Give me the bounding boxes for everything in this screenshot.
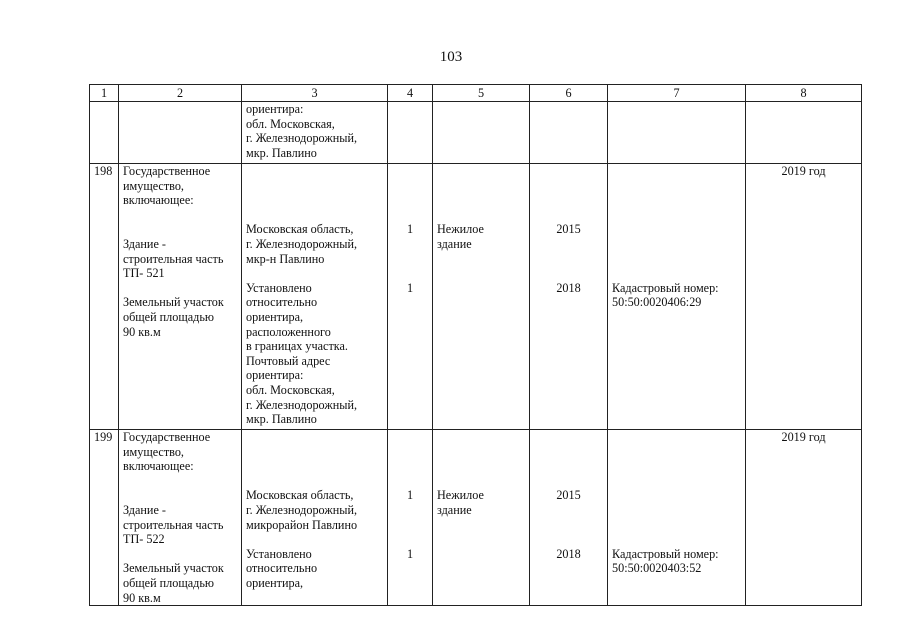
header-cell: 3 [242, 85, 388, 102]
type-cell: Нежилое здание [433, 430, 530, 606]
header-cell: 5 [433, 85, 530, 102]
header-cell: 4 [388, 85, 433, 102]
item-name-cell: Государственное имущество, включающее: Здание - строительная часть ТП- 521 Земельный участок общей площадью 90 кв.м [119, 164, 242, 430]
table-row [90, 164, 862, 430]
address-cell: Московская область, г. Железнодорожный, микрорайон Павлино Установлено относительно ориентира, [242, 430, 388, 606]
item-name-cell: Государственное имущество, включающее: Здание - строительная часть ТП- 522 Земельный участок общей площадью 90 кв.м [119, 430, 242, 606]
year-cell: 2015 2018 [530, 430, 608, 606]
type-cell: Нежилое здание [433, 164, 530, 430]
quantity-cell: 1 1 [388, 430, 433, 606]
year-total-cell: 2019 год [746, 430, 862, 606]
header-cell: 8 [746, 85, 862, 102]
page-number: 103 [439, 49, 463, 65]
table-row [90, 430, 862, 606]
header-row [90, 85, 862, 102]
cadastral-cell: Кадастровый номер: 50:50:0020406:29 [608, 164, 746, 430]
address-cell: Московская область, г. Железнодорожный, мкр-н Павлино Установлено относительно ориентира, расположенного в границах участка. Почтовый адрес ориентира: обл. Московская, г. Железнодорожный, мкр. Павлино [242, 164, 388, 430]
header-cell: 6 [530, 85, 608, 102]
header-cell: 7 [608, 85, 746, 102]
year-cell: 2015 2018 [530, 164, 608, 430]
year-total-cell: 2019 год [746, 164, 862, 430]
row-number: 198 [90, 164, 119, 430]
row-number: 199 [90, 430, 119, 606]
property-table [89, 84, 862, 606]
header-cell: 1 [90, 85, 119, 102]
address-cell: ориентира: обл. Московская, г. Железнодорожный, мкр. Павлино [242, 102, 388, 164]
header-cell: 2 [119, 85, 242, 102]
continuation-row [90, 102, 862, 164]
cadastral-cell: Кадастровый номер: 50:50:0020403:52 [608, 430, 746, 606]
quantity-cell: 1 1 [388, 164, 433, 430]
